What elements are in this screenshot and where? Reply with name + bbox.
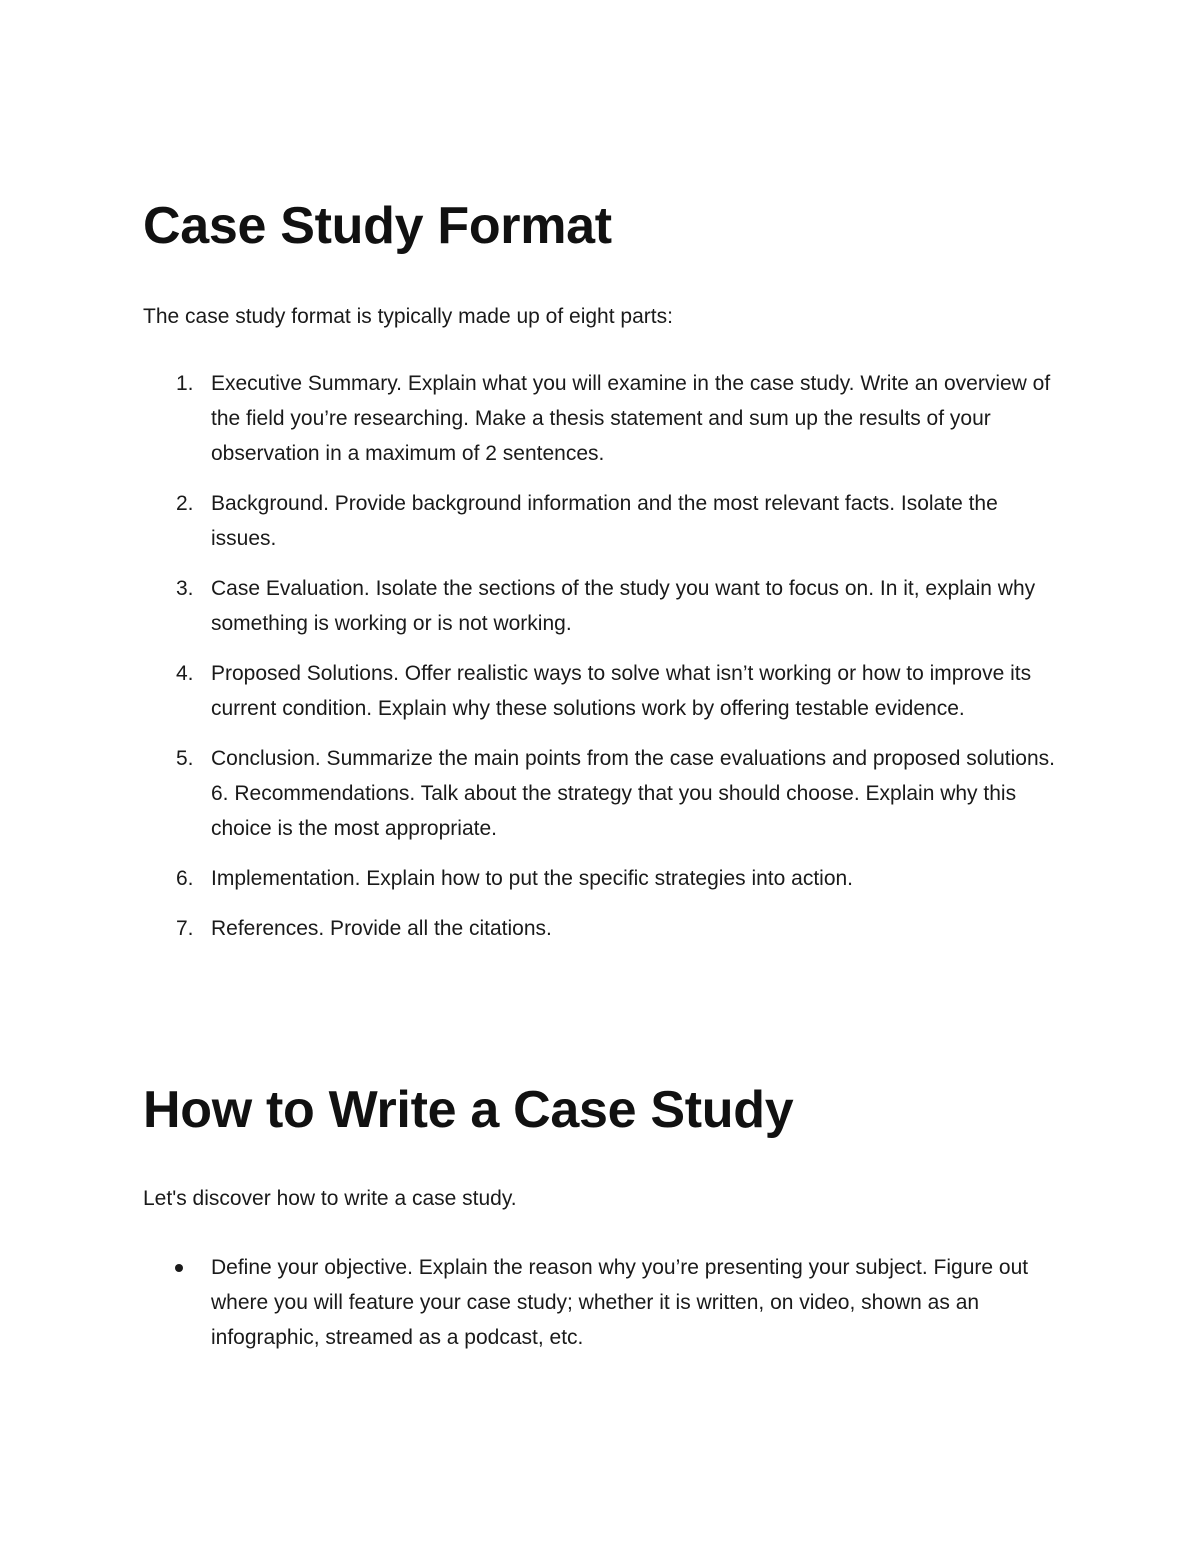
list-item-text: Proposed Solutions. Offer realistic ways to solve what isn’t working or how to improve its current condition. Explain why these solutions work by offering testable evidence.: [211, 662, 1032, 720]
list-item: [143, 1250, 1063, 1355]
list-item: [143, 571, 1063, 641]
list-item: [143, 911, 1063, 946]
list-number: 7.: [176, 917, 194, 940]
intro-paragraph: Let's discover how to write a case study.: [143, 1187, 517, 1210]
intro-paragraph: The case study format is typically made up of eight parts:: [143, 305, 673, 328]
list-item-text: Background. Provide background information and the most relevant facts. Isolate the issues.: [211, 492, 998, 550]
heading-how-to-write: How to Write a Case Study: [143, 1081, 794, 1139]
list-item-text: Executive Summary. Explain what you will examine in the case study. Write an overview of the field you’re researching. Make a thesis statement and sum up the results of your observation in a maximum of 2 sentences.: [211, 372, 1051, 465]
list-item: [143, 861, 1063, 896]
list-number: 6.: [176, 867, 194, 890]
list-item: [143, 656, 1063, 726]
list-number: 3.: [176, 577, 194, 600]
list-item: [143, 486, 1063, 556]
list-item-text: References. Provide all the citations.: [211, 917, 552, 940]
heading-case-study-format: Case Study Format: [143, 197, 612, 255]
list-number: 1.: [176, 372, 194, 395]
steps-bullet-list: [143, 1250, 1063, 1355]
list-item-text: Implementation. Explain how to put the specific strategies into action.: [211, 867, 854, 890]
format-parts-list: [143, 366, 1063, 961]
list-item-text: Conclusion. Summarize the main points from the case evaluations and proposed solutions. 6. Recommendations. Talk about the strategy that you should choose. Explain why this choice is the most appropriate.: [211, 747, 1055, 840]
list-item-text: Case Evaluation. Isolate the sections of the study you want to focus on. In it, explain why something is working or is not working.: [211, 577, 1036, 635]
list-number: 4.: [176, 662, 194, 685]
list-number: 2.: [176, 492, 194, 515]
list-number: 5.: [176, 747, 194, 770]
bullet-icon: [175, 1264, 183, 1272]
list-item: [143, 366, 1063, 471]
list-item: [143, 741, 1063, 846]
list-item-text: Define your objective. Explain the reason why you’re presenting your subject. Figure out where you will feature your case study; whether it is written, on video, shown as an infographic, streamed as a podcast, etc.: [211, 1256, 1029, 1349]
